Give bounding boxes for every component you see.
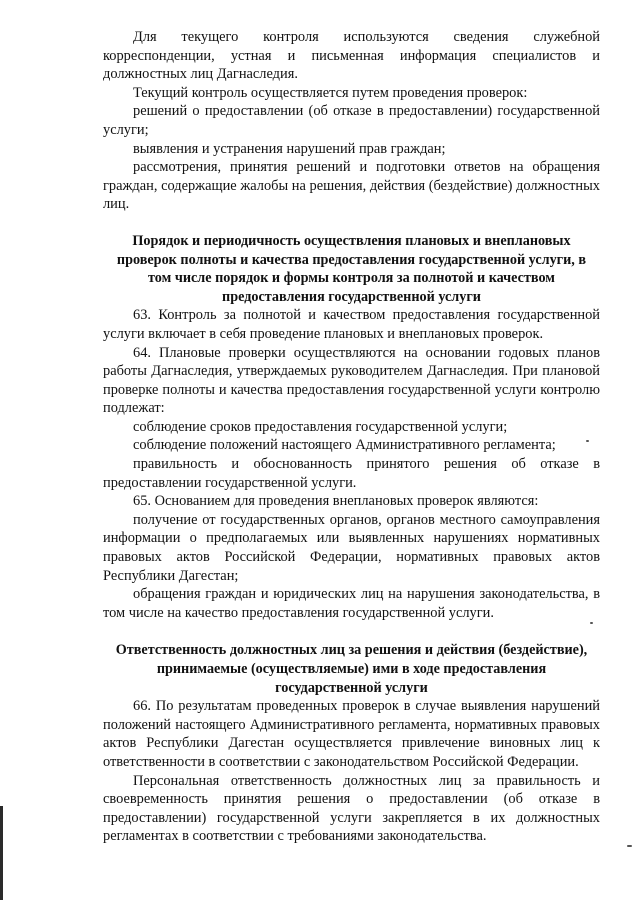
spacer: [103, 214, 600, 232]
paragraph-66: 66. По результатам проведенных проверок в случае выявления нарушений положений настоящего Административного регламента, нормативных правовых актов Республики Дагестан осуществляется привлечение виновных лиц к ответственности в соответствии с законодательством Российской Федерации.: [103, 698, 600, 770]
section-heading-inspections: Порядок и периодичность осуществления плановых и внеплановых проверок полноты и качества предоставления государственной услуги, в том числе порядок и формы контроля за полнотой и качеством предоставления государственной услуги: [116, 232, 587, 305]
paragraph-65: 65. Основанием для проведения внеплановых проверок являются:: [133, 493, 539, 510]
paragraph: Текущий контроль осуществляется путем проведения проверок:: [133, 84, 528, 101]
paragraph: соблюдение положений настоящего Административного регламента;: [133, 437, 556, 454]
scan-speck: [590, 622, 593, 624]
paragraph: выявления и устранения нарушений прав граждан;: [133, 140, 446, 157]
paragraph: решений о предоставлении (об отказе в предоставлении) государственной услуги;: [103, 103, 600, 138]
paragraph: рассмотрения, принятия решений и подготовки ответов на обращения граждан, содержащие жалобы на решения, действия (бездействие) должностных лиц.: [103, 159, 600, 213]
paragraph: Для текущего контроля используются сведения служебной корреспонденции, устная и письменная информация специалистов и должностных лиц Дагнаследия.: [103, 29, 600, 83]
scan-speck: [627, 845, 632, 847]
paragraph-64: 64. Плановые проверки осуществляются на основании годовых планов работы Дагнаследия, утверждаемых руководителем Дагнаследия. При плановой проверке полноты и качества предоставления государственной услуги контролю подлежат:: [103, 344, 600, 417]
paragraph: Персональная ответственность должностных лиц за правильность и своевременность принятия решения о предоставлении (об отказе в предоставлении) государственной услуги закрепляется в их должностных регламентах в соответствии с требованиями законодательства.: [103, 772, 600, 845]
spacer: [103, 622, 600, 641]
scan-speck: [586, 440, 589, 442]
paragraph: правильность и обоснованность принятого решения об отказе в предоставлении государственной услуги.: [103, 456, 600, 491]
scan-edge-shadow: [0, 806, 3, 900]
section-heading-responsibility: Ответственность должностных лиц за решения и действия (бездействие), принимаемые (осуществляемые) ими в ходе предоставления государственной услуги: [115, 642, 588, 696]
paragraph: соблюдение сроков предоставления государственной услуги;: [133, 418, 508, 435]
paragraph: получение от государственных органов, органов местного самоуправления информации о предполагаемых или выявленных нарушениях нормативных правовых актов Российской Федерации, нормативных правовых актов Республики Дагестан;: [103, 511, 600, 584]
document-page: [103, 28, 600, 846]
paragraph: обращения граждан и юридических лиц на нарушения законодательства, в том числе на качество предоставления государственной услуги.: [103, 586, 600, 621]
paragraph-63: 63. Контроль за полнотой и качеством предоставления государственной услуги включает в себя проведение плановых и внеплановых проверок.: [103, 307, 600, 342]
